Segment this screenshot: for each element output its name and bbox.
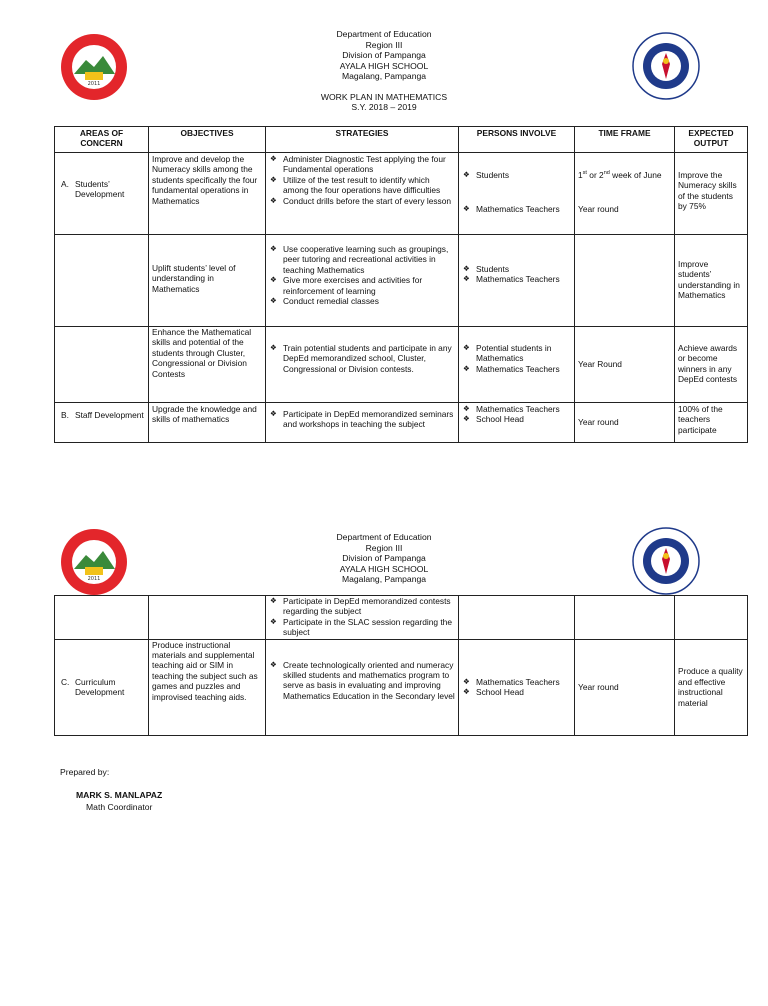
school-year: S.Y. 2018 – 2019 <box>351 102 417 112</box>
person-item: ❖ Students <box>462 264 571 274</box>
objective-cell: Uplift students’ level of understanding in Mathematics <box>149 235 266 327</box>
output-cell: Improve students’ understanding in Mathematics <box>675 235 748 327</box>
prepared-by-label: Prepared by: <box>60 767 110 777</box>
area-cell <box>55 153 149 235</box>
objective-cell: Improve and develop the Numeracy skills among the students specifically the four fundamental operations in Mathematics <box>149 153 266 235</box>
dept-name: Department of Education <box>336 29 432 39</box>
time-cell <box>575 153 675 235</box>
output-cell: Produce a quality and effective instructional material <box>675 639 748 735</box>
person-item: ❖ Potential students in Mathematics <box>462 343 571 364</box>
strategy-item: ❖ Participate in the SLAC session regarding the subject <box>269 617 455 638</box>
table-row <box>55 596 748 640</box>
signatory-position: Math Coordinator <box>86 802 153 812</box>
dept-name: Department of Education <box>336 532 432 542</box>
person-item: ❖ Mathematics Teachers <box>462 677 571 687</box>
school-name: AYALA HIGH SCHOOL <box>339 60 429 71</box>
document-title: WORK PLAN IN MATHEMATICS <box>320 91 448 102</box>
strategy-item: ❖ Give more exercises and activities for reinforcement of learning <box>269 275 455 296</box>
strategy-item: ❖ Conduct drills before the start of every lesson <box>269 196 455 206</box>
svg-text:2011: 2011 <box>87 576 101 582</box>
table-row <box>55 639 748 735</box>
col-header-objectives: OBJECTIVES <box>149 127 266 153</box>
svg-text:2011: 2011 <box>87 81 101 87</box>
strategies-cell <box>266 235 459 327</box>
area-label: Staff Development <box>75 410 144 420</box>
time-cell <box>575 596 675 640</box>
persons-cell <box>459 153 575 235</box>
output-cell: Improve the Numeracy skills of the students by 75% <box>675 153 748 235</box>
person-item: ❖ School Head <box>462 414 571 424</box>
strategy-item: ❖ Participate in DepEd memorandized contests regarding the subject <box>269 596 455 617</box>
table-header-row <box>55 127 748 153</box>
region: Region III <box>365 542 403 553</box>
col-header-areas: AREAS OF CONCERN <box>55 127 149 153</box>
person-item: ❖ Mathematics Teachers <box>462 204 571 214</box>
objective-cell: Produce instructional materials and supplemental teaching aid or SIM in teaching the subject such as games and puzzles and improvised teaching aids. <box>149 639 266 735</box>
strategy-item: ❖ Create technologically oriented and numeracy skilled students and mathematics program to serve as basis in evaluating and improving Mathematics Education in the Secondary level <box>269 660 455 702</box>
area-label: Curriculum Development <box>75 676 125 698</box>
page2-header <box>0 532 768 585</box>
area-cell <box>55 235 149 327</box>
objective-cell: Enhance the Mathematical skills and potential of the students through Cluster, Congressional or Division Contests <box>149 327 266 403</box>
strategies-cell <box>266 327 459 403</box>
time-cell: Year round <box>575 403 675 443</box>
output-cell <box>675 596 748 640</box>
output-cell: Achieve awards or become winners in any DepEd contests <box>675 327 748 403</box>
persons-cell <box>459 639 575 735</box>
table-row <box>55 327 748 403</box>
col-header-strategies: STRATEGIES <box>266 127 459 153</box>
objective-cell: Upgrade the knowledge and skills of mathematics <box>149 403 266 443</box>
persons-cell <box>459 327 575 403</box>
area-cell <box>55 596 149 640</box>
table-row <box>55 153 748 235</box>
table-row <box>55 235 748 327</box>
signatory-name: MARK S. MANLAPAZ <box>76 790 163 800</box>
area-number: A. <box>61 179 69 189</box>
strategies-cell <box>266 153 459 235</box>
strategy-item: ❖ Conduct remedial classes <box>269 296 455 306</box>
time-cell: Year Round <box>575 327 675 403</box>
area-cell <box>55 403 149 443</box>
school-location: Magalang, Pampanga <box>341 71 427 81</box>
person-item: ❖ Mathematics Teachers <box>462 404 571 414</box>
col-header-persons: PERSONS INVOLVE <box>459 127 575 153</box>
time-item: Year round <box>578 204 619 215</box>
strategy-item: ❖ Administer Diagnostic Test applying the four Fundamental operations <box>269 154 455 175</box>
strategies-cell <box>266 596 459 640</box>
work-plan-table-continued <box>54 595 748 736</box>
work-plan-table <box>54 126 748 443</box>
persons-cell <box>459 235 575 327</box>
person-item: ❖ Mathematics Teachers <box>462 274 571 284</box>
area-number: B. <box>61 410 69 420</box>
area-cell <box>55 327 149 403</box>
division: Division of Pampanga <box>342 50 426 60</box>
school-name: AYALA HIGH SCHOOL <box>339 563 429 574</box>
strategy-item: ❖ Use cooperative learning such as groupings, peer tutoring and recreational activities in teaching Mathematics <box>269 244 455 275</box>
strategies-cell <box>266 403 459 443</box>
person-item: ❖ Mathematics Teachers <box>462 364 571 374</box>
area-cell <box>55 639 149 735</box>
strategy-item: ❖ Utilize of the test result to identify which among the four operations have difficulties <box>269 175 455 196</box>
time-cell <box>575 235 675 327</box>
school-location: Magalang, Pampanga <box>341 574 427 584</box>
col-header-output: EXPECTED OUTPUT <box>675 127 748 153</box>
col-header-time: TIME FRAME <box>575 127 675 153</box>
area-label: Students’ Development <box>75 179 125 200</box>
output-cell: 100% of the teachers participate <box>675 403 748 443</box>
time-cell: Year round <box>575 639 675 735</box>
table-row <box>55 403 748 443</box>
strategies-cell <box>266 639 459 735</box>
strategy-item: ❖ Train potential students and participate in any DepEd memorandized school, Cluster, Congressional or Division contests. <box>269 343 455 374</box>
time-item: 1st or 2nd week of June <box>578 170 662 180</box>
region: Region III <box>365 39 403 50</box>
persons-cell <box>459 403 575 443</box>
objective-cell <box>149 596 266 640</box>
strategy-item: ❖ Participate in DepEd memorandized seminars and workshops in teaching the subject <box>269 409 455 430</box>
area-number: C. <box>61 676 70 687</box>
division: Division of Pampanga <box>342 553 426 563</box>
person-item: ❖ Students <box>462 170 571 180</box>
page1-header <box>0 29 768 113</box>
person-item: ❖ School Head <box>462 687 571 697</box>
persons-cell <box>459 596 575 640</box>
